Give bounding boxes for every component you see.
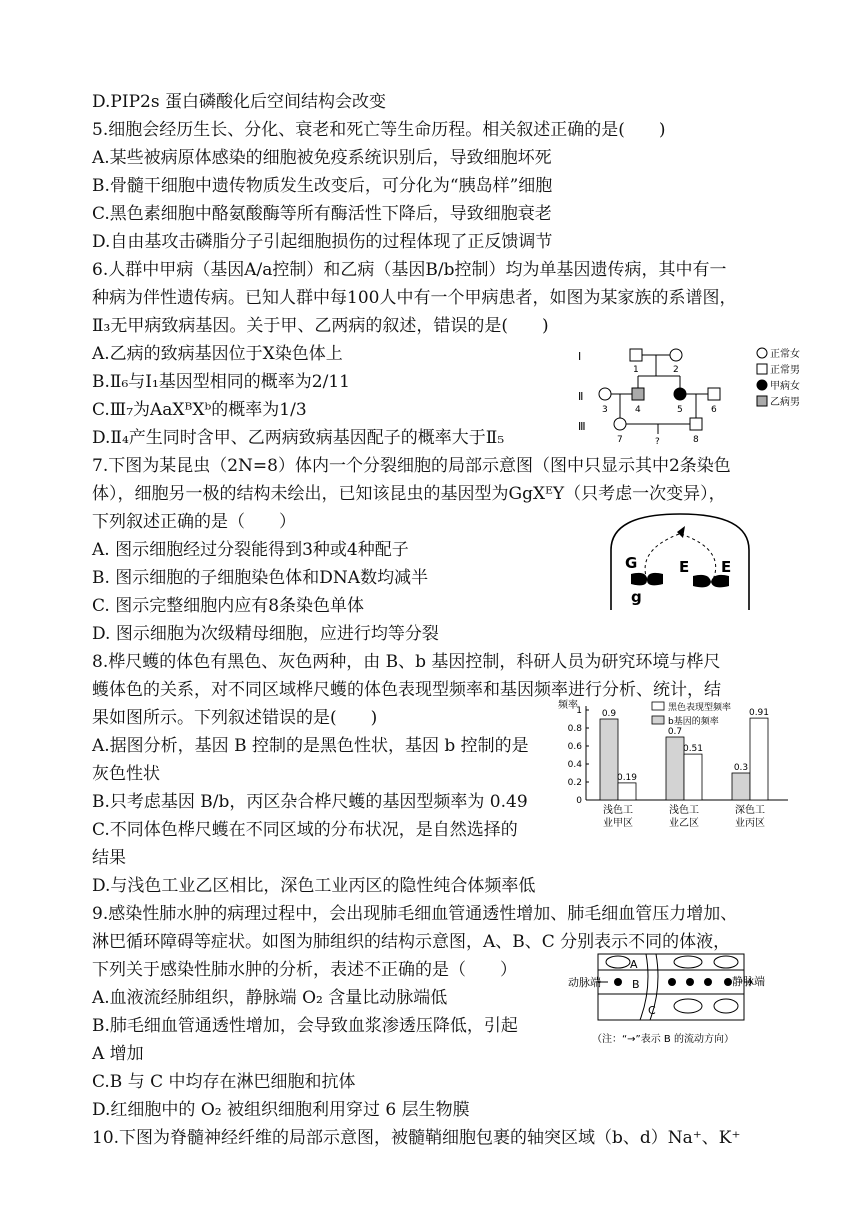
text-line: 下列叙述正确的是（ ） <box>92 512 296 532</box>
bar-black-phenotype <box>684 754 702 800</box>
legend-disease-b-male: 乙病男 <box>770 397 800 408</box>
text-line: A.乙病的致病基因位于X染色体上 <box>92 344 343 364</box>
gen-label-1: Ⅰ <box>578 350 582 363</box>
legend-black-phenotype: 黑色表现型频率 <box>668 703 732 713</box>
x-tick-label: 业甲区 <box>603 818 633 829</box>
individual-2 <box>670 349 682 361</box>
venous-end-label: 静脉端 <box>732 975 765 988</box>
individual-7 <box>614 418 626 430</box>
text-line: 淋巴循环障碍等症状。如图为肺组织的结构示意图，A、B、C 分别表示不同的体液， <box>92 932 731 952</box>
arterial-end-label: 动脉端 <box>568 976 601 989</box>
y-tick-label: 0.2 <box>567 778 582 788</box>
num-3: 3 <box>602 405 608 415</box>
num-7: 7 <box>617 435 623 445</box>
x-tick-label: 业乙区 <box>669 818 699 829</box>
num-4: 4 <box>635 405 641 415</box>
text-line: 灰色性状 <box>92 764 160 784</box>
text-line: 蠖体色的关系，对不同区域桦尺蠖的体色表现型频率和基因频率进行分析、统计，结 <box>92 680 721 700</box>
num-6: 6 <box>711 405 717 415</box>
text-line: A.据图分析，基因 B 控制的是黑色性状，基因 b 控制的是 <box>92 736 529 756</box>
text-line: Ⅱ₃无甲病致病基因。关于甲、乙两病的叙述，错误的是( ) <box>92 316 549 336</box>
text-line: 下列关于感染性肺水肿的分析，表述不正确的是（ ） <box>92 960 517 980</box>
flow-note: （注：“→”表示 B 的流动方向） <box>592 1034 734 1045</box>
legend-swatch-black-phenotype <box>652 702 664 710</box>
bar-value-label: 0.7 <box>667 727 683 737</box>
text-line: 结果 <box>92 848 126 868</box>
label-C: C <box>648 1004 656 1017</box>
text-line: 10.下图为脊髓神经纤维的局部示意图，被髓鞘细胞包裹的轴突区域（b、d）Na⁺、K⁺ <box>92 1128 741 1148</box>
text-line: B.Ⅱ₆与Ⅰ₁基因型相同的概率为2/11 <box>92 372 350 392</box>
text-line: C.黑色素细胞中酪氨酸酶等所有酶活性下降后，导致细胞衰老 <box>92 204 552 224</box>
gene-label-E2: E <box>721 558 732 576</box>
individual-1 <box>630 349 642 361</box>
gene-label-G: G <box>625 554 638 572</box>
bar-value-label: 0.3 <box>733 763 749 773</box>
text-line: D.自由基攻击磷脂分子引起细胞损伤的过程体现了正反馈调节 <box>92 232 553 252</box>
y-tick-label: 0.8 <box>567 724 582 734</box>
text-line: 果如图所示。下列叙述错误的是( ) <box>92 708 378 728</box>
legend-normal-male: 正常男 <box>770 365 800 376</box>
individual-6 <box>708 388 720 400</box>
gen-label-2: Ⅱ <box>578 390 584 403</box>
text-line: C.B 与 C 中均存在淋巴细胞和抗体 <box>92 1072 356 1092</box>
y-tick-label: 0.4 <box>567 760 582 770</box>
num-2: 2 <box>673 365 679 375</box>
bar-b-allele <box>600 719 618 800</box>
text-line: B.肺毛细血管通透性增加，会导致血浆渗透压降低，引起 <box>92 1016 518 1036</box>
text-line: 6.人群中甲病（基因A/a控制）和乙病（基因B/b控制）均为单基因遗传病，其中有一 <box>92 260 727 280</box>
text-line: A.某些被病原体感染的细胞被免疫系统识别后，导致细胞坏死 <box>92 148 552 168</box>
bar-value-label: 0.51 <box>682 744 704 755</box>
y-tick-label: 1 <box>576 706 582 716</box>
text-line: B.只考虑基因 B/b，丙区杂合桦尺蠖的基因型频率为 0.49 <box>92 792 528 812</box>
peppered-moth-chart <box>556 698 792 833</box>
y-axis-label: 频率 <box>558 700 578 711</box>
text-line: 5.细胞会经历生长、分化、衰老和死亡等生命历程。相关叙述正确的是( ) <box>92 120 666 140</box>
num-5: 5 <box>677 405 683 415</box>
question-mark: ? <box>655 437 660 447</box>
individual-4 <box>632 388 644 400</box>
text-line: A.血液流经肺组织，静脉端 O₂ 含量比动脉端低 <box>92 988 448 1008</box>
legend-b-allele: b基因的频率 <box>668 717 719 727</box>
bar-b-allele <box>732 773 750 800</box>
text-line: 8.桦尺蠖的体色有黑色、灰色两种，由 B、b 基因控制，科研人员为研究环境与桦尺 <box>92 652 721 672</box>
lung-tissue-figure <box>568 948 768 1048</box>
gene-label-E1: E <box>679 558 690 576</box>
gen-label-3: Ⅲ <box>578 420 586 433</box>
x-tick-label: 深色工 <box>735 805 765 816</box>
text-line: C.Ⅲ₇为AaXᴮXᵇ的概率为1/3 <box>92 400 307 420</box>
text-line: C. 图示完整细胞内应有8条染色单体 <box>92 596 365 616</box>
text-line: A. 图示细胞经过分裂能得到3种或4种配子 <box>92 540 409 560</box>
num-1: 1 <box>633 365 639 375</box>
individual-3 <box>599 388 611 400</box>
x-tick-label: 业丙区 <box>735 818 765 829</box>
text-line: D.红细胞中的 O₂ 被组织细胞利用穿过 6 层生物膜 <box>92 1100 470 1120</box>
gene-label-g: g <box>631 588 642 606</box>
pedigree-figure <box>572 340 842 450</box>
legend-normal-female: 正常女 <box>770 349 800 360</box>
y-tick-label: 0 <box>576 796 582 806</box>
text-line: 7.下图为某昆虫（2N=8）体内一个分裂细胞的局部示意图（图中只显示其中2条染色 <box>92 456 731 476</box>
individual-5 <box>674 388 686 400</box>
x-tick-label: 浅色工 <box>669 805 699 816</box>
legend-disease-a-female: 甲病女 <box>770 381 800 392</box>
text-line: B. 图示细胞的子细胞染色体和DNA数均减半 <box>92 568 429 588</box>
text-line: 种病为伴性遗传病。已知人群中每100人中有一个甲病患者，如图为某家族的系谱图， <box>92 288 737 308</box>
text-line: C.不同体色桦尺蠖在不同区域的分布状况，是自然选择的 <box>92 820 518 840</box>
num-8: 8 <box>693 435 699 445</box>
bar-black-phenotype <box>750 718 768 800</box>
label-B: B <box>632 978 640 991</box>
text-line: B.骨髓干细胞中遗传物质发生改变后，可分化为“胰岛样”细胞 <box>92 176 553 196</box>
text-line: D.与浅色工业乙区相比，深色工业丙区的隐性纯合体频率低 <box>92 876 536 896</box>
bar-value-label: 0.19 <box>616 772 638 783</box>
bar-b-allele <box>666 737 684 800</box>
y-tick-label: 0.6 <box>567 742 582 752</box>
text-line: 体），细胞另一极的结构未绘出，已知该昆虫的基因型为GgXᴱY（只考虑一次变异）， <box>92 484 726 504</box>
bar-black-phenotype <box>618 783 636 800</box>
text-line: D. 图示细胞为次级精母细胞，应进行均等分裂 <box>92 624 439 644</box>
individual-8 <box>690 418 702 430</box>
text-line: A 增加 <box>92 1044 144 1064</box>
bar-value-label: 0.91 <box>748 708 770 719</box>
text-line: D.PIP2s 蛋白磷酸化后空间结构会改变 <box>92 92 386 112</box>
cell-division-figure <box>607 510 753 614</box>
label-A: A <box>630 958 638 971</box>
x-tick-label: 浅色工 <box>603 805 633 816</box>
legend-swatch-b-allele <box>652 716 664 724</box>
text-line: 9.感染性肺水肿的病理过程中，会出现肺毛细血管通透性增加、肺毛细血管压力增加、 <box>92 904 738 924</box>
text-line: D.Ⅱ₄产生同时含甲、乙两病致病基因配子的概率大于Ⅱ₅ <box>92 428 505 448</box>
bar-value-label: 0.9 <box>601 709 617 719</box>
